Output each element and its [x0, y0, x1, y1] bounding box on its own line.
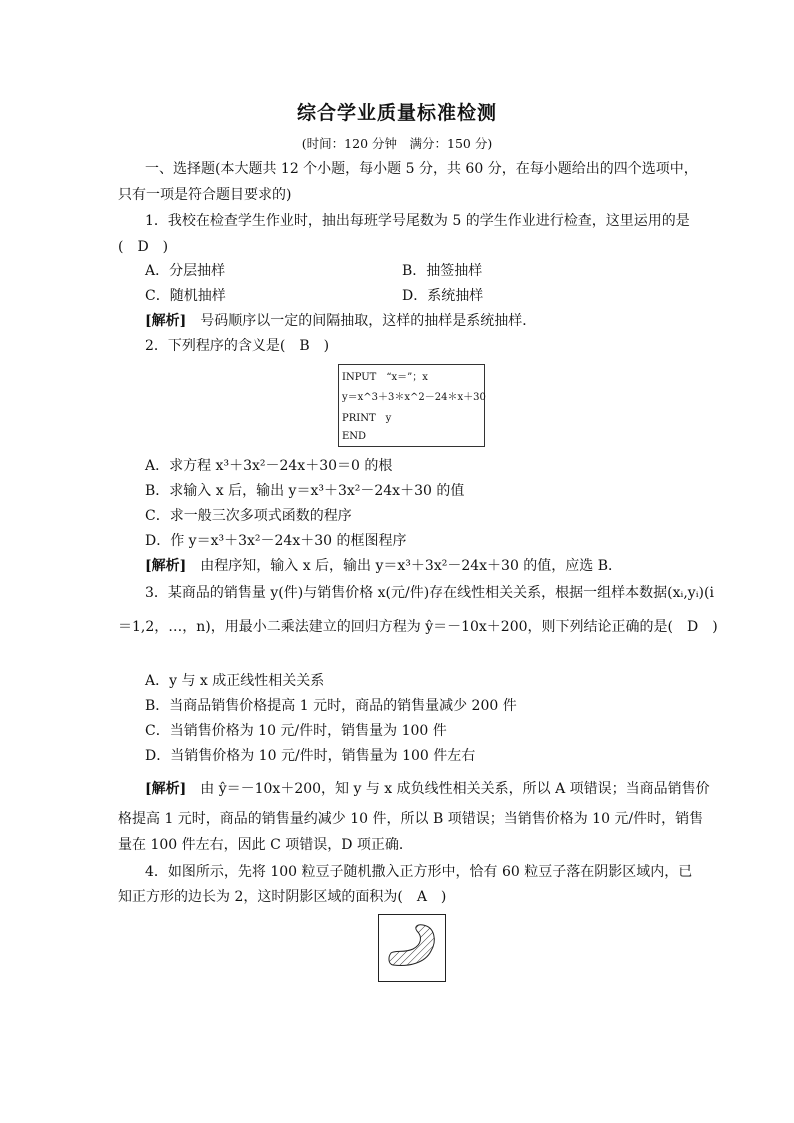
question-3-analysis-line1	[145, 780, 710, 798]
analysis-tag: [解析]	[145, 558, 187, 574]
question-1-option-b: B．抽签抽样	[402, 263, 483, 279]
question-3-option-a: A．y 与 x 成正线性相关关系	[145, 673, 325, 689]
question-3-stem-line1: 3．某商品的销售量 y(件)与销售价格 x(元/件)存在线性相关关系，根据一组样本数据(xᵢ,yᵢ)(i	[145, 585, 714, 601]
analysis-text: 由 ŷ＝－10x＋200，知 y 与 x 成负线性相关关系，所以 A 项错误；当商品销售价	[200, 781, 710, 797]
question-2-option-c: C．求一般三次多项式函数的程序	[145, 508, 352, 524]
question-2-option-a: A．求方程 x³＋3x²－24x＋30＝0 的根	[145, 458, 393, 474]
question-1-answer: ( D )	[118, 239, 169, 255]
question-2-stem: 2．下列程序的含义是( B )	[145, 338, 330, 354]
question-3-analysis-line3: 量在 100 件左右，因此 C 项错误，D 项正确．	[118, 837, 413, 853]
question-3-option-c: C．当销售价格为 10 元/件时，销售量为 100 件	[145, 723, 447, 739]
analysis-tag: [解析]	[145, 313, 187, 329]
code-line-1: INPUT “x＝”；x	[342, 372, 428, 383]
analysis-text: 号码顺序以一定的间隔抽取，这样的抽样是系统抽样．	[200, 313, 537, 329]
page-title: 综合学业质量标准检测	[296, 102, 497, 124]
code-line-2: y＝x^3＋3＊x^2－24＊x＋30	[342, 392, 486, 403]
question-3-option-d: D．当销售价格为 10 元/件时，销售量为 100 件左右	[145, 748, 476, 764]
shaded-region-drawing	[379, 915, 445, 981]
question-1-stem: 1．我校在检查学生作业时，抽出每班学号尾数为 5 的学生作业进行检查，这里运用的是	[145, 213, 690, 229]
code-line-4: END	[342, 431, 367, 442]
question-2-option-d: D．作 y＝x³＋3x²－24x＋30 的框图程序	[145, 533, 407, 549]
section-heading-line1: 一、选择题(本大题共 12 个小题，每小题 5 分，共 60 分，在每小题给出的四个选项中，	[145, 161, 698, 177]
question-1-option-c: C．随机抽样	[145, 288, 226, 304]
question-1-option-a: A．分层抽样	[145, 263, 226, 279]
square-with-shaded-region-figure	[378, 914, 446, 982]
question-3-option-b: B．当商品销售价格提高 1 元时，商品的销售量减少 200 件	[145, 698, 517, 714]
analysis-tag: [解析]	[145, 781, 187, 797]
question-3-stem-line2: ＝1,2，…，n)，用最小二乘法建立的回归方程为 ŷ＝－10x＋200，则下列结论正确的是( D )	[118, 619, 718, 635]
question-1-analysis	[145, 312, 536, 330]
question-3-analysis-line2: 格提高 1 元时，商品的销售量约减少 10 件，所以 B 项错误；当销售价格为 10 元/件时，销售	[118, 811, 704, 827]
question-2-option-b: B．求输入 x 后，输出 y＝x³＋3x²－24x＋30 的值	[145, 483, 465, 499]
question-4-stem-line1: 4．如图所示，先将 100 粒豆子随机撒入正方形中，恰有 60 粒豆子落在阴影区域内，已	[145, 864, 693, 880]
section-heading-line2: 只有一项是符合题目要求的)	[118, 187, 292, 203]
exam-time-score: (时间：120 分钟 满分：150 分)	[301, 136, 493, 151]
analysis-text: 由程序知，输入 x 后，输出 y＝x³＋3x²－24x＋30 的值，应选 B．	[200, 558, 623, 574]
question-4-stem-line2: 知正方形的边长为 2，这时阴影区域的面积为( A )	[118, 889, 447, 905]
program-code-box	[338, 364, 485, 447]
question-1-option-d: D．系统抽样	[402, 288, 484, 304]
code-line-3: PRINT y	[342, 413, 392, 424]
question-2-analysis	[145, 557, 622, 575]
